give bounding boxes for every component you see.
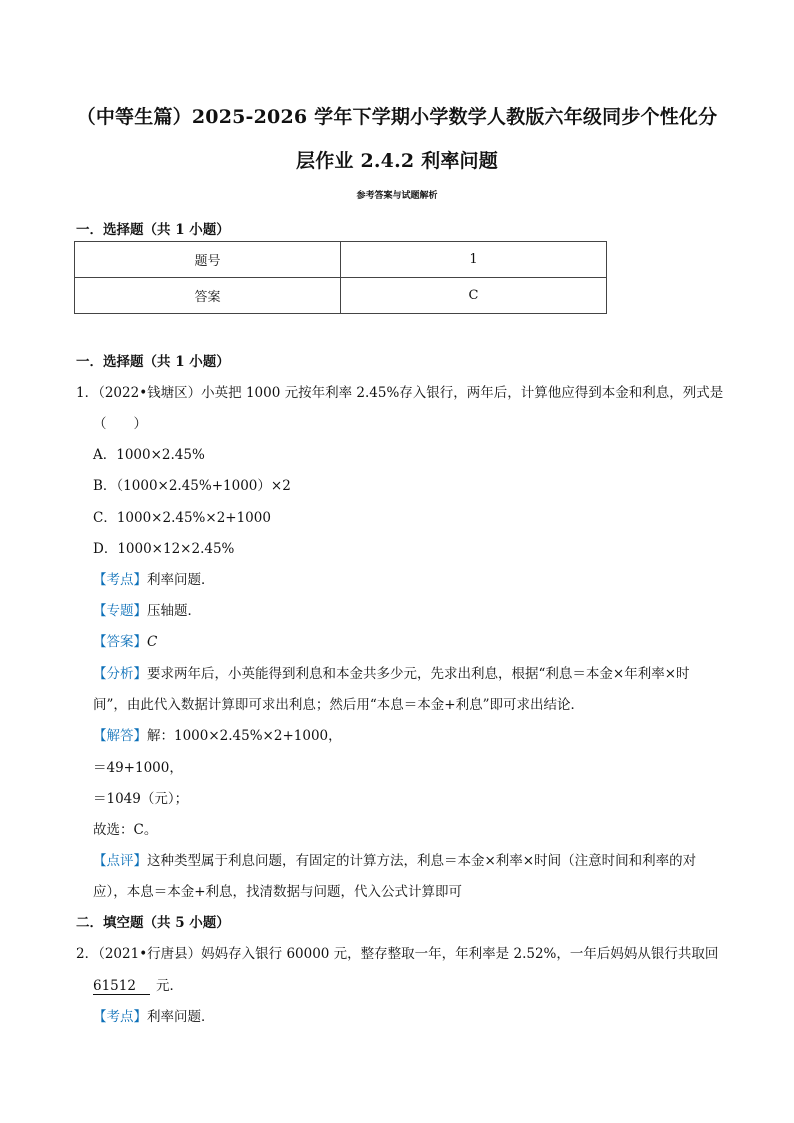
zhuanti-tag: 【专题】: [93, 603, 147, 619]
question-2-answer-line: [93, 974, 183, 995]
document-title-line1: （中等生篇）2025-2026 学年下学期小学数学人教版六年级同步个性化分: [76, 106, 718, 128]
dianping-tag: 【点评】: [93, 853, 147, 869]
table-cell-label: 题号: [75, 242, 341, 278]
kaodian-text: 利率问题．: [147, 572, 215, 588]
fenxi-line1: [93, 662, 690, 682]
option-b: B．（1000×2.45%+1000）×2: [93, 478, 291, 494]
fenxi-line2: 间”，由此代入数据计算即可求出利息；然后用“本息＝本金+利息”即可求出结论．: [93, 697, 585, 713]
jieda-line4: 故选：C。: [93, 822, 158, 838]
daan-text: C: [147, 634, 158, 650]
jieda-line3: ＝1049（元）；: [93, 791, 189, 807]
table-row: [75, 242, 607, 278]
document-subtitle: 参考答案与试题解析: [356, 191, 438, 201]
zhuanti-text: 压轴题．: [147, 603, 201, 619]
daan-tag: 【答案】: [93, 634, 147, 650]
jieda-tag: 【解答】: [93, 728, 147, 744]
question-2-stem: 2．（2021•行唐县）妈妈存入银行 60000 元，整存整取一年，年利率是 2.52%，一年后妈妈从银行共取回: [76, 946, 719, 962]
table-cell-answer: C: [341, 278, 607, 314]
jieda-text1: 解：1000×2.45%×2+1000，: [147, 728, 342, 744]
section-heading-fill: 二．填空题（共 5 小题）: [76, 915, 230, 931]
answer-blank: 61512: [93, 978, 150, 995]
fenxi-text1: 要求两年后，小英能得到利息和本金共多少元，先求出利息，根据“利息＝本金×年利率×时: [147, 666, 690, 682]
table-row: [75, 278, 607, 314]
fenxi-tag: 【分析】: [93, 666, 147, 682]
answer-table: [74, 241, 607, 314]
dianping-line2: 应），本息＝本金+利息，找清数据与问题，代入公式计算即可: [93, 884, 463, 900]
table-cell-number: 1: [341, 242, 607, 278]
section-heading-choice: 一．选择题（共 1 小题）: [76, 354, 230, 370]
kaodian-tag: 【考点】: [93, 572, 147, 588]
document-title-line2: 层作业 2.4.2 利率问题: [296, 150, 498, 172]
jieda-line2: ＝49+1000，: [93, 760, 183, 776]
question-1-bracket: （ ）: [93, 416, 147, 432]
answer-unit: 元．: [155, 978, 183, 994]
table-cell-label: 答案: [75, 278, 341, 314]
option-c: C．1000×2.45%×2+1000: [93, 510, 271, 526]
question-1-stem: 1．（2022•钱塘区）小英把 1000 元按年利率 2.45%存入银行，两年后，计算他应得到本金和利息，列式是: [76, 385, 724, 401]
option-d: D．1000×12×2.45%: [93, 541, 235, 557]
dianping-line1: [93, 849, 696, 869]
option-a: A．1000×2.45%: [93, 447, 205, 463]
dianping-text1: 这种类型属于利息问题，有固定的计算方法，利息＝本金×利率×时间（注意时间和利率的对: [147, 853, 697, 869]
q2-kaodian-line: [93, 1005, 215, 1025]
kaodian-line: [93, 568, 215, 588]
q2-kaodian-text: 利率问题．: [147, 1009, 215, 1025]
daan-line: [93, 630, 157, 650]
q2-kaodian-tag: 【考点】: [93, 1009, 147, 1025]
zhuanti-line: [93, 599, 201, 619]
jieda-line1: [93, 724, 342, 744]
section-heading-summary: 一．选择题（共 1 小题）: [76, 222, 230, 238]
